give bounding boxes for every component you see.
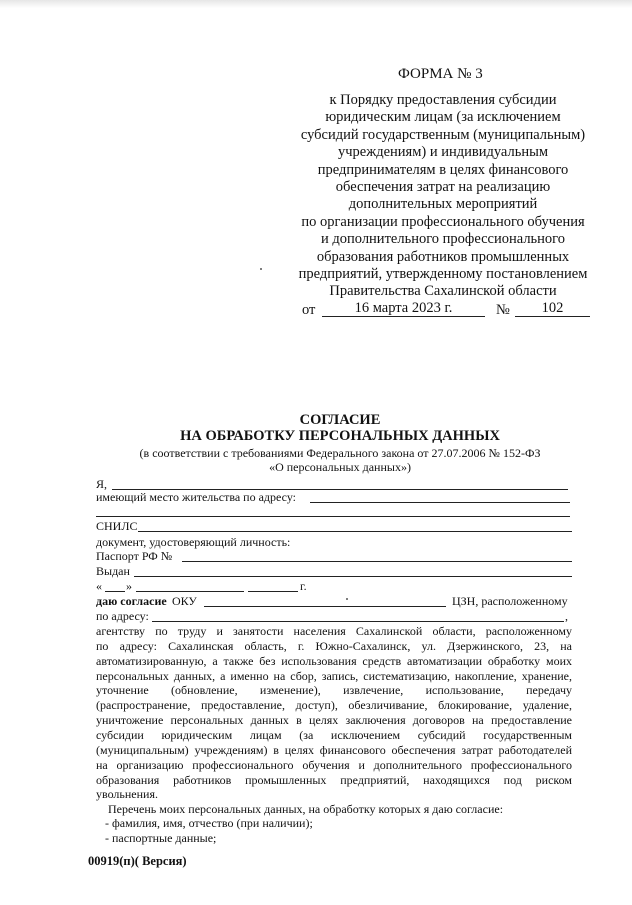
order-date: 16 марта 2023 г.: [354, 300, 453, 316]
header-line: субсидий государственным (муниципальным): [300, 126, 586, 143]
doc-title-2: НА ОБРАБОТКУ ПЕРСОНАЛЬНЫХ ДАННЫХ: [180, 428, 500, 444]
field-quote-open: «: [96, 579, 102, 593]
form-title: ФОРМА № 3: [398, 66, 483, 82]
number-label: №: [496, 302, 510, 318]
paragraph-line: уничтожение персональных данных в целях заключения договоров на предоставление: [96, 713, 572, 728]
paragraph-line: на организацию профессионального обучения и дополнительного профессионального: [96, 757, 572, 772]
header-line: к Порядку предоставления субсидии: [329, 92, 557, 108]
from-label: от: [302, 302, 316, 318]
field-day-line[interactable]: [105, 591, 125, 592]
header-line: учреждениям) и индивидуальным: [337, 144, 549, 161]
number-underline: [515, 316, 590, 317]
date-underline: [322, 316, 485, 317]
oku-label: ОКУ: [172, 594, 197, 608]
field-quote-close: »: [126, 579, 132, 593]
header-line: юридическим лицам (за исключением: [325, 109, 561, 126]
field-address-line-2[interactable]: [96, 516, 570, 517]
field-oku-line[interactable]: [204, 606, 446, 607]
header-line: предприятий, утвержденному постановлением: [298, 266, 588, 282]
paragraph-line: (распространение, предоставление, доступ), обезличивание, блокирование, удаление,: [96, 698, 572, 713]
field-ya-label: Я,: [96, 477, 108, 491]
paragraph-line: персональных данных, а именно на сбор, запись, систематизацию, накопление, хранение,: [96, 668, 572, 683]
field-year-suffix: г.: [300, 579, 307, 593]
paragraph-line: автоматизированную, а также без использования средств автоматизации обработку моих: [96, 653, 572, 668]
field-snils-label: СНИЛС: [96, 519, 138, 533]
scan-top-edge: [0, 0, 632, 8]
consent-bold-label: даю согласие: [96, 594, 167, 608]
paragraph-line: (муниципальным) учреждениям) в целях финансового обеспечения затрат работодателей: [96, 742, 572, 757]
paragraph-line: уточнение (обновление, изменение), извлечение, использование, передачу: [96, 683, 572, 698]
paragraph-line: агентству по труду и занятости населения Сахалинской области, расположенному: [96, 624, 572, 638]
list-item: - фамилия, имя, отчество (при наличии);: [105, 816, 313, 830]
footer-code: 00919(п)( Версия): [88, 854, 187, 868]
field-address-label: имеющий место жительства по адресу:: [96, 490, 296, 504]
doc-title: СОГЛАСИЕ: [299, 412, 381, 428]
field-issued-line[interactable]: [134, 576, 572, 577]
field-passport-line[interactable]: [182, 561, 572, 562]
list-item: - паспортные данные;: [105, 831, 217, 845]
field-doc-label: документ, удостоверяющий личность:: [96, 535, 291, 549]
field-snils-line[interactable]: [138, 531, 572, 532]
header-line: и дополнительного профессионального: [320, 231, 566, 248]
address-comma: ,: [565, 609, 568, 623]
czn-label: ЦЗН, расположенному: [452, 594, 568, 608]
paragraph-line: по адресу: Сахалинская область, г. Южно-Сахалинск, ул. Дзержинского, 23, на: [96, 638, 572, 653]
list-intro: Перечень моих персональных данных, на обработку которых я даю согласие:: [108, 802, 504, 816]
field-year-line[interactable]: [248, 591, 298, 592]
doc-subtitle-2: «О персональных данных»): [269, 460, 411, 474]
paragraph-line: субсидии юридическим лицам (за исключением субсидий государственным: [96, 727, 572, 742]
doc-subtitle: (в соответствии с требованиями Федерального закона от 27.07.2006 № 152-ФЗ: [139, 446, 541, 460]
field-org-address-line[interactable]: [152, 621, 564, 622]
field-address-line[interactable]: [310, 502, 570, 503]
scan-speck-2: [346, 598, 348, 600]
header-line: предпринимателям в целях финансового: [317, 161, 569, 178]
header-line: по организации профессионального обучения: [301, 213, 585, 230]
header-line: Правительства Сахалинской области: [329, 283, 557, 300]
by-address-label: по адресу:: [96, 609, 149, 623]
header-line: дополнительных мероприятий: [348, 196, 538, 213]
order-number: 102: [541, 300, 564, 316]
scan-speck: [260, 268, 262, 270]
header-line: образования работников промышленных: [316, 248, 570, 265]
para-last-line: увольнения.: [96, 787, 158, 801]
field-month-line[interactable]: [136, 591, 244, 592]
field-issued-label: Выдан: [96, 564, 130, 578]
header-line: обеспечения затрат на реализацию: [335, 179, 551, 195]
paragraph-line: образования работников промышленных предприятий, находящихся под риском: [96, 772, 572, 787]
field-passport-label: Паспорт РФ №: [96, 549, 173, 563]
